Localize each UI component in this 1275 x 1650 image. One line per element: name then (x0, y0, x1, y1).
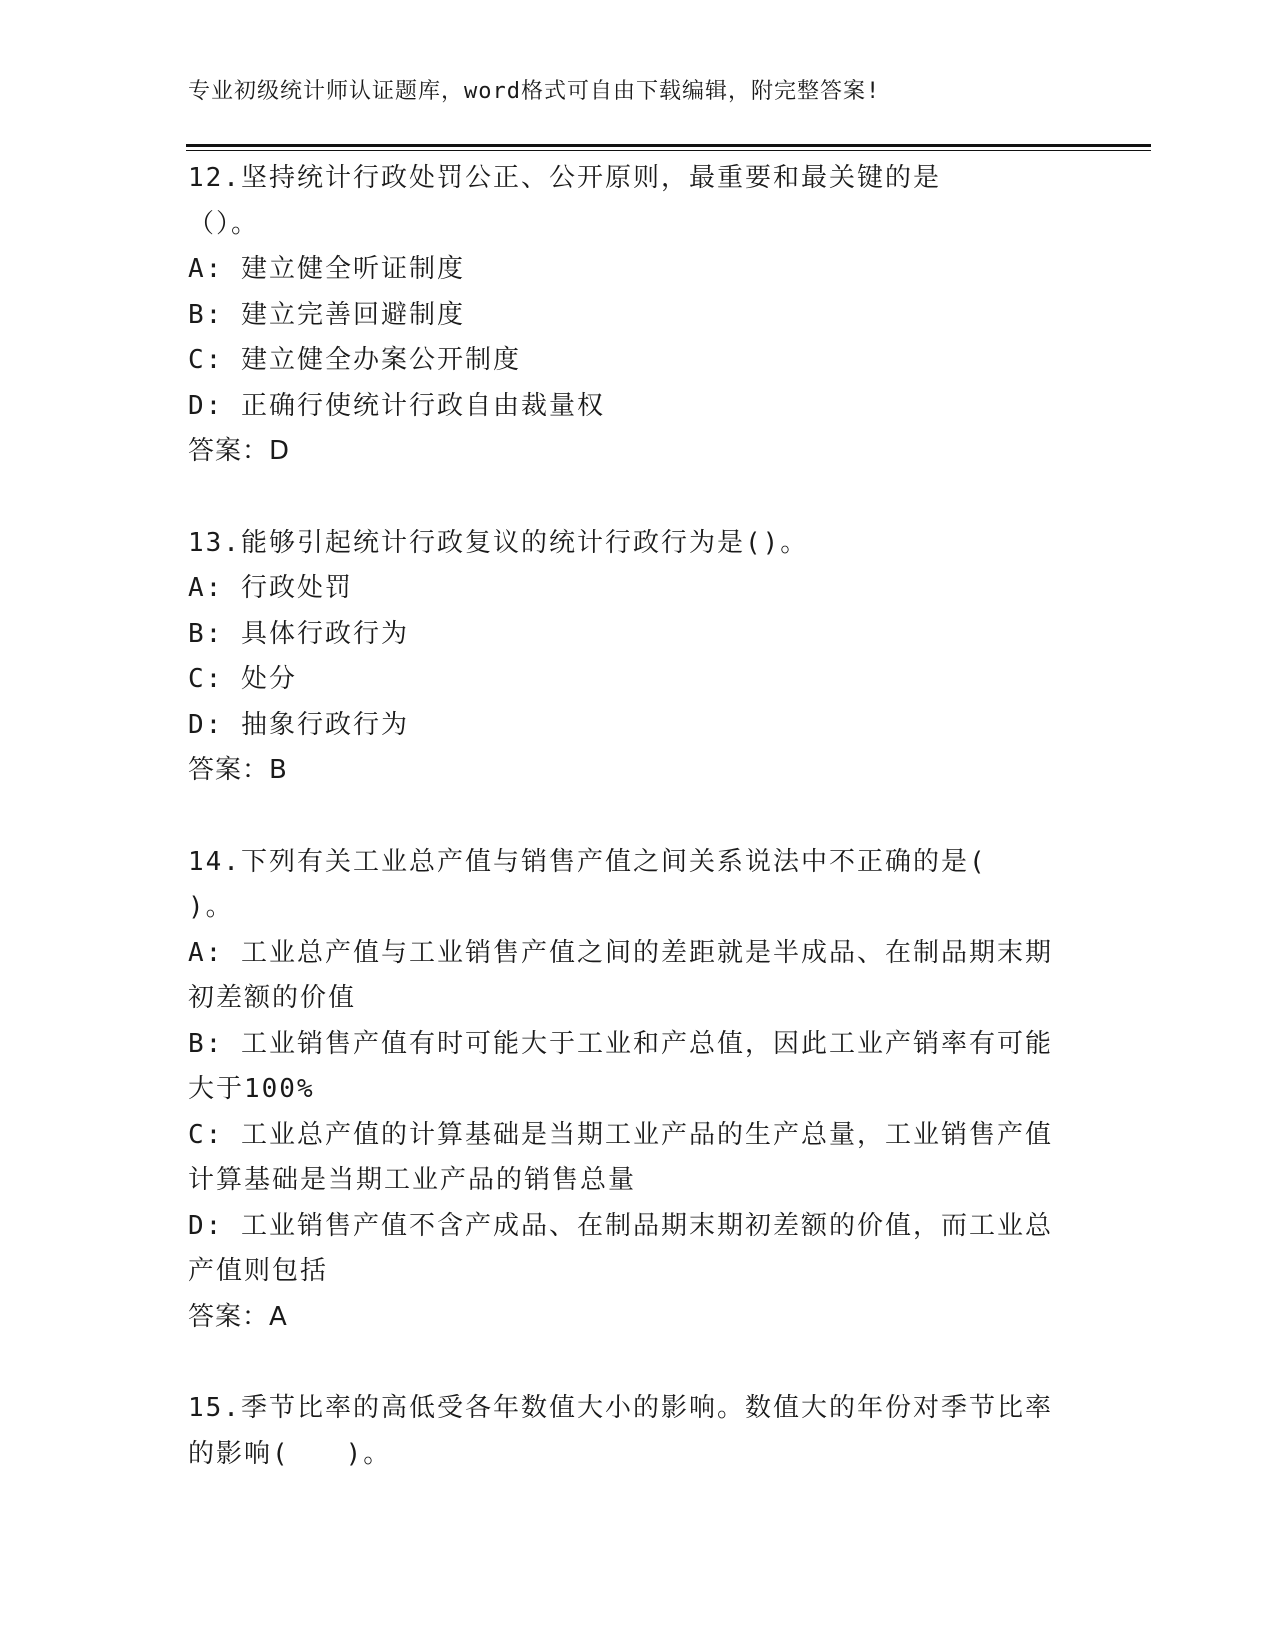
question-14 (188, 840, 1088, 1341)
option-b: B: 具体行政行为 (188, 618, 409, 649)
option-c: C: 建立健全办案公开制度 (188, 345, 521, 375)
question-stem: 13.能够引起统计行政复议的统计行政行为是()。 (188, 527, 809, 558)
option-c: C: 处分 (188, 664, 297, 694)
header-divider (186, 144, 1151, 147)
question-stem: 14.下列有关工业总产值与销售产值之间关系说法中不正确的是( )。 (188, 846, 1043, 922)
answer-label: 答案：D (188, 436, 291, 466)
option-a: A: 建立健全听证制度 (188, 254, 465, 284)
question-12 (188, 156, 1088, 475)
option-a: A: 工业总产值与工业销售产值之间的差距就是半成品、在制品期末期初差额的价值 (188, 937, 1053, 1013)
option-a: A: 行政处罚 (188, 573, 353, 603)
option-b: B: 工业销售产值有时可能大于工业和产总值，因此工业产销率有可能大于100% (188, 1028, 1053, 1104)
question-stem: 15.季节比率的高低受各年数值大小的影响。数值大的年份对季节比率的影响( )。 (188, 1393, 1053, 1469)
header-divider-thin (186, 150, 1151, 151)
answer-label: 答案：A (188, 1301, 288, 1332)
question-stem: 12.坚持统计行政处罚公正、公开原则，最重要和最关键的是（）。 (188, 163, 941, 239)
question-15 (188, 1386, 1088, 1477)
question-list (188, 156, 1088, 1477)
option-d: D: 抽象行政行为 (188, 709, 409, 740)
page-header: 专业初级统计师认证题库，word格式可自由下载编辑，附完整答案! (188, 79, 881, 104)
option-d: D: 工业销售产值不含产成品、在制品期末期初差额的价值，而工业总产值则包括 (188, 1210, 1053, 1286)
option-c: C: 工业总产值的计算基础是当期工业产品的生产总量，工业销售产值计算基础是当期工业产品的销售总量 (188, 1119, 1053, 1195)
question-13 (188, 521, 1088, 794)
option-d: D: 正确行使统计行政自由裁量权 (188, 390, 605, 421)
answer-label: 答案：B (188, 755, 288, 785)
option-b: B: 建立完善回避制度 (188, 299, 465, 330)
